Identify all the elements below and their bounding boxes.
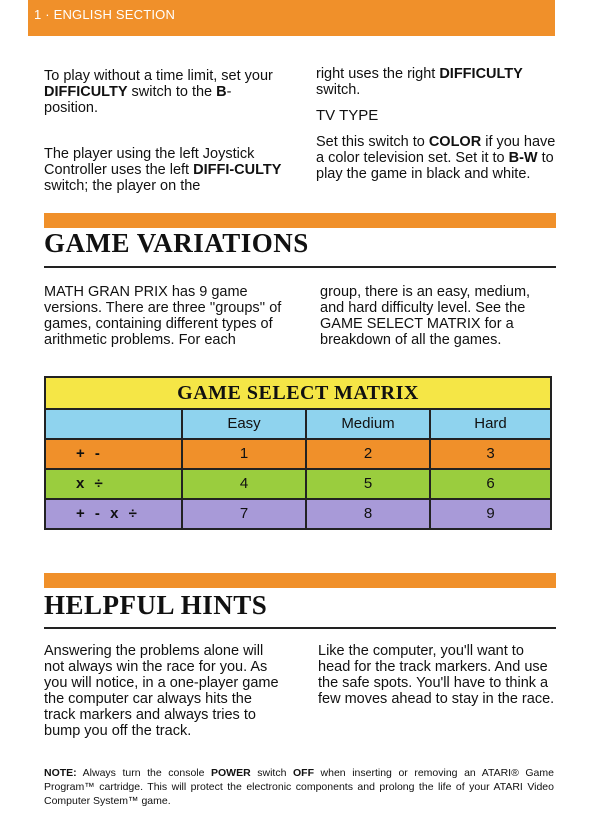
matrix-header-easy: Easy [183, 410, 307, 438]
matrix-cell: 7 [183, 500, 307, 528]
footer-note: NOTE: Always turn the console POWER switch OFF when inserting or removing an ATARI® Game Program™ cartridge. This will protect the electronic components and prolong the life of your ATARI Video Computer System™ game. [44, 767, 554, 807]
matrix-row-group: + - [46, 440, 183, 468]
matrix-cell: 6 [486, 475, 495, 492]
hints-heading: HELPFUL HINTS [44, 590, 268, 620]
matrix-row-group: x ÷ [46, 470, 183, 498]
intro-left-paragraph-2: The player using the left Joystick Controller uses the left DIFFI-CULTY switch; the player on the [44, 146, 282, 194]
matrix-row-add-subtract [46, 440, 550, 470]
matrix-header-medium: Medium [307, 410, 431, 438]
intro-right-paragraph-1: right uses the right DIFFICULTY switch. [316, 66, 523, 98]
matrix-cell: 5 [307, 470, 431, 498]
matrix-row-group: + - x ÷ [46, 500, 183, 528]
hints-right-text: Like the computer, you'll want to head for the track markers. And use the safe spots. You'll have to think a few moves ahead to stay in the race. [318, 643, 555, 707]
tv-type-subhead: TV TYPE [316, 107, 379, 124]
intro-left-column [44, 68, 284, 194]
matrix-cell: 2 [307, 440, 431, 468]
matrix-cell: 8 [307, 500, 431, 528]
intro-right-column [316, 66, 556, 182]
hints-left-text: Answering the problems alone will not always win the race for you. As you will notice, in a one-player game the computer car always hits the track markers and always tries to bump you off the track. [44, 643, 279, 739]
intro-right-paragraph-2: Set this switch to COLOR if you have a color television set. Set it to B-W to play the game in black and white. [316, 134, 556, 182]
matrix-header-hard: Hard [474, 415, 507, 432]
variations-left-text: MATH GRAN PRIX has 9 game versions. There are three ''groups'' of games, containing different types of arithmetic problems. For each [44, 284, 282, 348]
variations-right-text: group, there is an easy, medium, and hard difficulty level. See the GAME SELECT MATRIX for a breakdown of all the games. [320, 284, 531, 348]
matrix-cell: 4 [183, 470, 307, 498]
section-label: 1 · ENGLISH SECTION [34, 7, 176, 22]
matrix-cell: 9 [486, 505, 495, 522]
variations-color-band [44, 213, 556, 228]
hints-color-band [44, 573, 556, 588]
variations-rule [44, 266, 556, 268]
variations-heading: GAME VARIATIONS [44, 228, 309, 258]
matrix-header-row [46, 410, 550, 440]
intro-left-paragraph-1: To play without a time limit, set your DIFFICULTY switch to the B-position. [44, 68, 273, 116]
matrix-row-multiply-divide [46, 470, 550, 500]
matrix-header-corner [46, 410, 183, 438]
hints-rule [44, 627, 556, 629]
matrix-title: GAME SELECT MATRIX [46, 378, 550, 410]
matrix-cell: 3 [486, 445, 495, 462]
matrix-cell: 1 [183, 440, 307, 468]
matrix-row-all-operations [46, 500, 550, 528]
game-select-matrix [44, 376, 552, 530]
